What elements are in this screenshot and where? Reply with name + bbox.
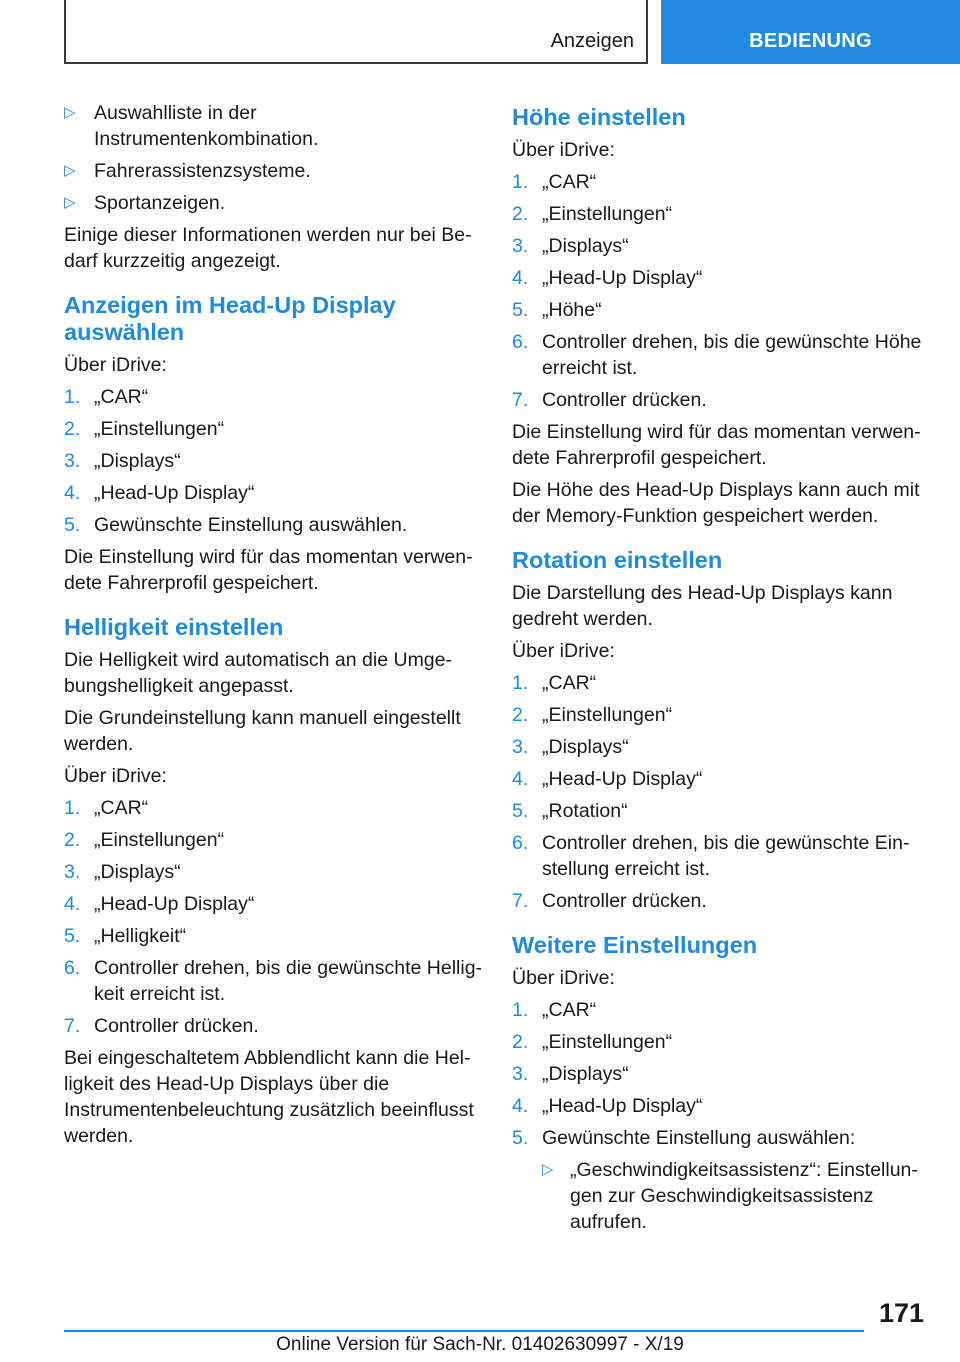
step-item (64, 955, 484, 1007)
section-heading: Anzeigen im Head-Up Display auswählen (64, 292, 396, 345)
step-number: 3. (512, 1063, 529, 1085)
step-text: Gewünschte Einstellung auswählen: (542, 1127, 856, 1149)
step-number: 3. (512, 736, 529, 758)
step-item (512, 1029, 926, 1055)
step-text: „CAR“ (542, 171, 597, 193)
step-text: „Displays“ (542, 736, 629, 758)
paragraph: Einige dieser Informationen werden nur bei Bedarf kurzzeitig angezeigt. (64, 224, 472, 272)
step-item (64, 923, 484, 949)
bullet-text: Fahrerassistenzsysteme. (94, 160, 311, 182)
step-item (512, 329, 926, 381)
triangle-bullet-icon: ▷ (542, 1161, 554, 1178)
step-text: „CAR“ (542, 672, 597, 694)
step-text: Controller drücken. (94, 1015, 259, 1037)
step-number: 7. (512, 389, 529, 411)
paragraph: Die Einstellung wird für das momentan verwendete Fahrerprofil gespeichert. (512, 421, 921, 469)
step-number: 2. (64, 418, 81, 440)
step-item (512, 1061, 926, 1087)
paragraph: Über iDrive: (64, 354, 167, 376)
step-item (64, 859, 484, 885)
step-number: 1. (64, 797, 81, 819)
step-item (64, 1013, 484, 1039)
step-number: 5. (64, 925, 81, 947)
step-number: 4. (512, 267, 529, 289)
list-item (64, 100, 484, 152)
step-number: 1. (512, 999, 529, 1021)
step-item (512, 702, 926, 728)
step-text: „Einstellungen“ (542, 203, 673, 225)
paragraph: Bei eingeschaltetem Abblendlicht kann die Helligkeit des Head-Up Displays über die Instrumentenbeleuchtung zusätzlich beeinflusst werden. (64, 1047, 474, 1147)
step-text: „Head-Up Display“ (542, 1095, 703, 1117)
sub-list-item (542, 1157, 926, 1235)
footer-text: Online Version für Sach-Nr. 01402630997 - X/19 (276, 1334, 684, 1355)
paragraph: Die Einstellung wird für das momentan verwendete Fahrerprofil gespeichert. (64, 546, 473, 594)
step-number: 3. (512, 235, 529, 257)
step-number: 7. (512, 890, 529, 912)
step-item (512, 1125, 926, 1235)
step-number: 1. (64, 386, 81, 408)
list-item (64, 190, 484, 216)
step-text: „Rotation“ (542, 800, 628, 822)
step-item (512, 201, 926, 227)
step-item (512, 830, 926, 882)
step-item (64, 795, 484, 821)
step-item (64, 827, 484, 853)
step-text: Controller drücken. (542, 389, 707, 411)
header-title: Anzeigen (550, 30, 634, 52)
section-heading: Höhe einstellen (512, 104, 686, 130)
step-text: „CAR“ (94, 386, 149, 408)
triangle-bullet-icon: ▷ (64, 104, 76, 121)
step-item (512, 387, 926, 413)
step-item (512, 265, 926, 291)
step-item (512, 670, 926, 696)
list-item (64, 158, 484, 184)
step-number: 5. (512, 1127, 529, 1149)
header-chapter-tab[interactable] (661, 0, 960, 64)
step-number: 1. (512, 672, 529, 694)
step-item (64, 480, 484, 506)
triangle-bullet-icon: ▷ (64, 162, 76, 179)
step-text: „Head-Up Display“ (542, 267, 703, 289)
paragraph: Die Höhe des Head-Up Displays kann auch mit der Memory-Funktion gespeichert werden. (512, 479, 920, 527)
bullet-text: Sportanzeigen. (94, 192, 226, 214)
bullet-text: Auswahlliste in der Instrumentenkombination. (94, 102, 319, 150)
section-heading: Rotation einstellen (512, 547, 723, 573)
step-item (64, 512, 484, 538)
step-number: 4. (64, 893, 81, 915)
step-item (512, 1093, 926, 1119)
step-number: 5. (512, 800, 529, 822)
paragraph: Über iDrive: (512, 139, 615, 161)
step-text: „Displays“ (542, 235, 629, 257)
step-number: 6. (64, 957, 81, 979)
step-number: 6. (512, 331, 529, 353)
step-number: 3. (64, 450, 81, 472)
step-item (64, 384, 484, 410)
section-heading: Weitere Einstellungen (512, 932, 758, 958)
step-item (512, 233, 926, 259)
step-text: „Displays“ (542, 1063, 629, 1085)
step-number: 2. (512, 704, 529, 726)
step-item (512, 169, 926, 195)
page-number: 171 (878, 1298, 924, 1328)
step-text: „Head-Up Display“ (94, 482, 255, 504)
step-number: 5. (512, 299, 529, 321)
header-title-box (64, 0, 648, 64)
step-text: „Einstellungen“ (542, 704, 673, 726)
step-item (512, 888, 926, 914)
step-text: „Displays“ (94, 450, 181, 472)
paragraph: Über iDrive: (512, 967, 615, 989)
step-item (512, 766, 926, 792)
paragraph: Die Helligkeit wird automatisch an die Umgebungshelligkeit angepasst. (64, 649, 452, 697)
step-text: „CAR“ (542, 999, 597, 1021)
step-number: 2. (64, 829, 81, 851)
step-text: „CAR“ (94, 797, 149, 819)
step-text: Controller drücken. (542, 890, 707, 912)
step-text: „Head-Up Display“ (542, 768, 703, 790)
header-chapter-label: BEDIENUNG (749, 30, 872, 52)
step-text: „Einstellungen“ (94, 418, 225, 440)
step-text: „Helligkeit“ (94, 925, 187, 947)
step-number: 5. (64, 514, 81, 536)
step-item (512, 997, 926, 1023)
section-heading: Helligkeit einstellen (64, 614, 284, 640)
step-text: „Displays“ (94, 861, 181, 883)
paragraph: Die Darstellung des Head-Up Displays kann gedreht werden. (512, 582, 893, 630)
right-column (512, 102, 926, 1241)
step-text: Controller drehen, bis die gewünschte Helligkeit erreicht ist. (94, 957, 483, 1005)
step-number: 1. (512, 171, 529, 193)
sub-bullet-text: „Geschwindigkeitsassistenz“: Einstellungen zur Geschwindigkeitsassistenz aufrufen. (570, 1159, 918, 1233)
step-item (64, 448, 484, 474)
step-text: Controller drehen, bis die gewünschte Einstellung erreicht ist. (542, 832, 910, 880)
step-number: 4. (512, 768, 529, 790)
triangle-bullet-icon: ▷ (64, 194, 76, 211)
step-text: „Einstellungen“ (94, 829, 225, 851)
paragraph: Über iDrive: (512, 640, 615, 662)
step-number: 4. (64, 482, 81, 504)
step-text: Controller drehen, bis die gewünschte Höhe erreicht ist. (542, 331, 922, 379)
step-item (64, 416, 484, 442)
step-number: 2. (512, 203, 529, 225)
step-number: 6. (512, 832, 529, 854)
left-column (64, 100, 484, 1155)
step-text: „Höhe“ (542, 299, 602, 321)
step-item (512, 297, 926, 323)
step-text: „Einstellungen“ (542, 1031, 673, 1053)
paragraph: Über iDrive: (64, 765, 167, 787)
paragraph: Die Grundeinstellung kann manuell eingestellt werden. (64, 707, 461, 755)
step-item (512, 734, 926, 760)
step-text: „Head-Up Display“ (94, 893, 255, 915)
step-number: 3. (64, 861, 81, 883)
footer-divider (64, 1330, 864, 1332)
step-number: 7. (64, 1015, 81, 1037)
step-item (512, 798, 926, 824)
step-text: Gewünschte Einstellung auswählen. (94, 514, 408, 536)
step-number: 2. (512, 1031, 529, 1053)
step-number: 4. (512, 1095, 529, 1117)
step-item (64, 891, 484, 917)
